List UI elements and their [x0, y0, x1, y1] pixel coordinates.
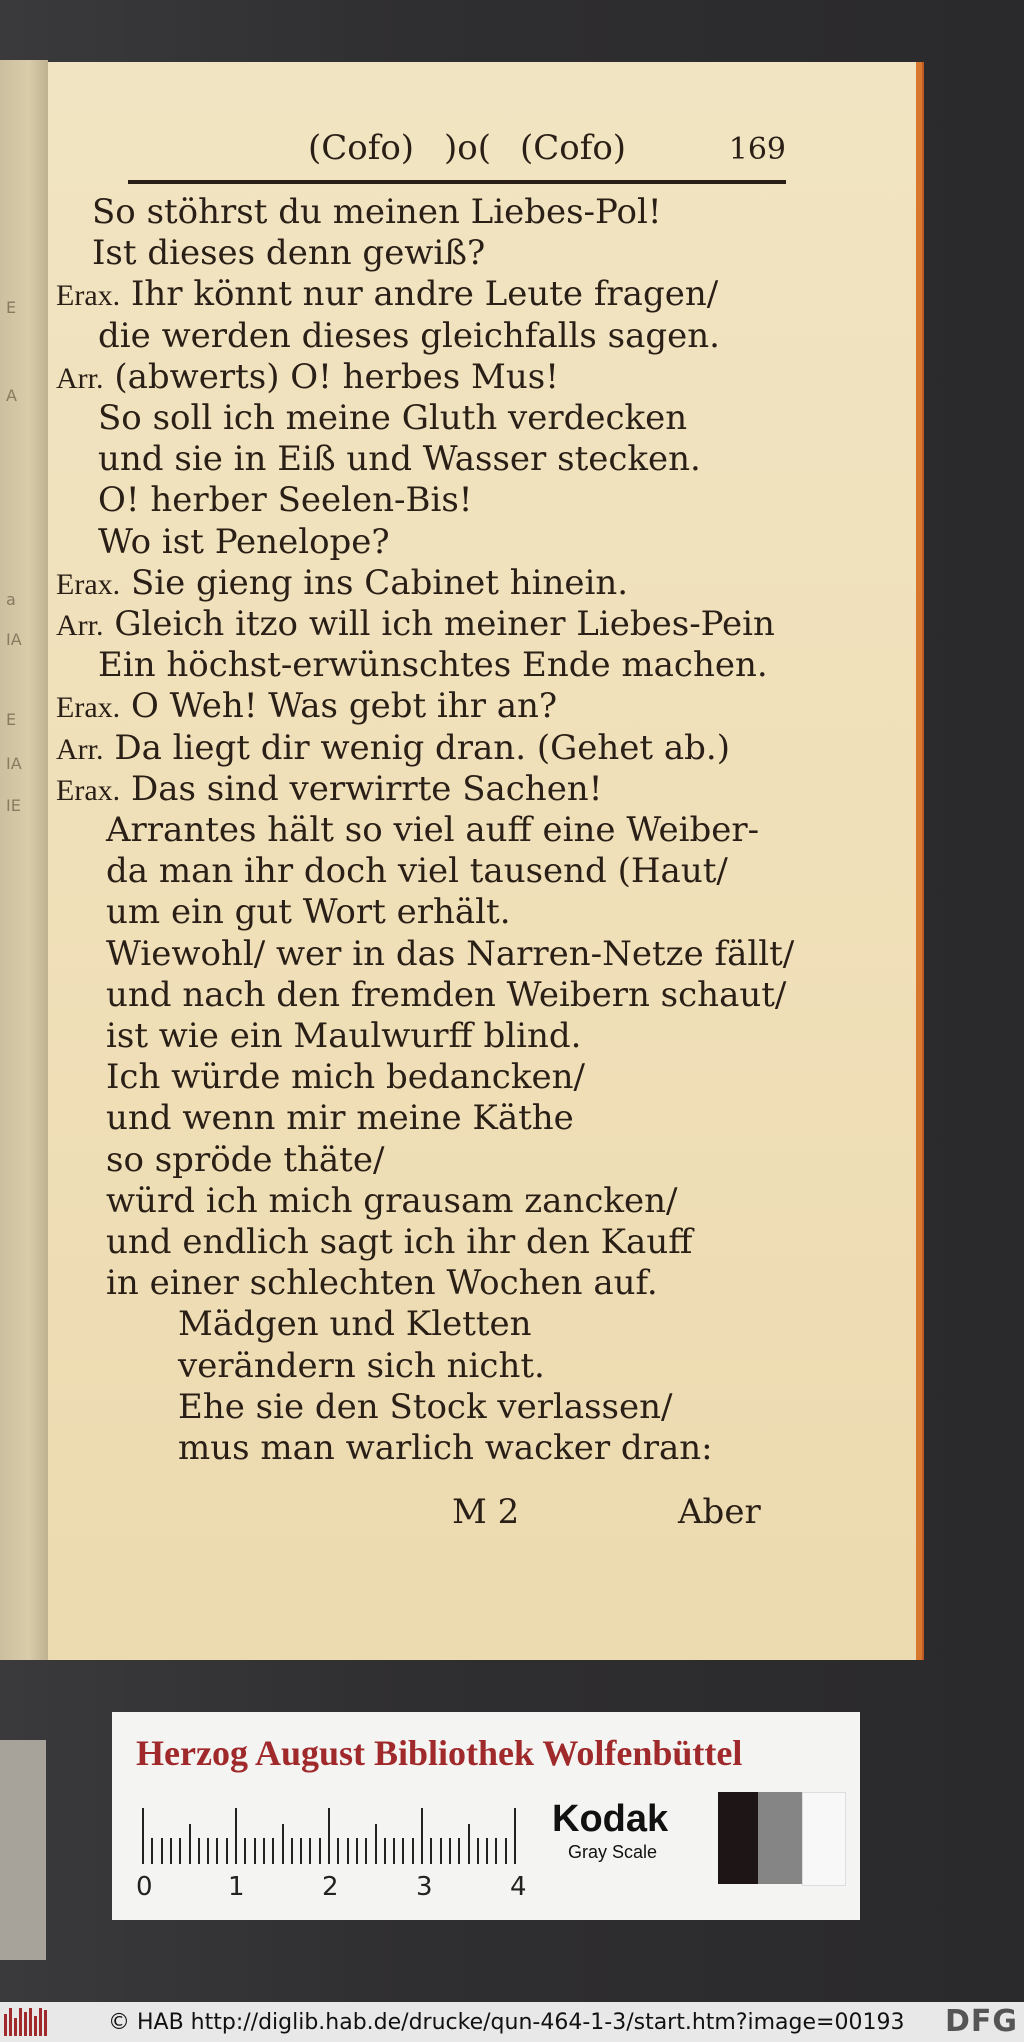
text-line: [106, 1181, 677, 1221]
black-patch: [718, 1792, 758, 1884]
speaker-label: Erax.: [56, 279, 121, 312]
text-line: [178, 1304, 532, 1344]
text-line: [98, 439, 701, 479]
speaker-label: Erax.: [56, 691, 121, 724]
text-line: [92, 233, 485, 273]
text-line: [106, 1057, 585, 1097]
ruler-tick: [449, 1838, 451, 1864]
ruler-tick: [328, 1808, 330, 1864]
ruler-tick: [477, 1838, 479, 1864]
ruler-tick: [198, 1838, 200, 1864]
line-text: da man ihr doch viel tausend (Haut/: [106, 851, 728, 891]
line-text: so spröde thäte/: [106, 1140, 385, 1180]
ruler-tick: [263, 1838, 265, 1864]
ruler-tick: [356, 1838, 358, 1864]
ruler-tick: [142, 1808, 144, 1864]
facing-page-fragment: IA: [6, 630, 22, 649]
line-text: So stöhrst du meinen Liebes-Pol!: [92, 192, 662, 232]
line-text: Da liegt dir wenig dran. (Gehet ab.): [114, 728, 730, 768]
line-text: Arrantes hält so viel auff eine Weiber-: [106, 810, 760, 850]
ruler-tick: [254, 1838, 256, 1864]
ruler-tick: [393, 1838, 395, 1864]
logo-bar: [14, 2018, 17, 2036]
text-line: [92, 192, 662, 232]
line-text: Ihr könnt nur andre Leute fragen/: [130, 274, 719, 314]
line-text: die werden dieses gleichfalls sagen.: [98, 316, 720, 356]
text-line: [106, 934, 794, 974]
ruler-tick: [421, 1808, 423, 1864]
line-text: Wo ist Penelope?: [98, 522, 390, 562]
page-number: 169: [728, 132, 786, 167]
color-calibration-card: [112, 1712, 860, 1920]
speaker-label: Arr.: [56, 733, 104, 766]
ruler-tick: [207, 1838, 209, 1864]
running-head: [128, 128, 786, 178]
logo-bar: [34, 2016, 37, 2036]
grey-patch: [758, 1792, 802, 1884]
text-line: [106, 810, 759, 850]
ruler-tick: [347, 1838, 349, 1864]
signature-mark: M 2: [452, 1492, 520, 1532]
ruler-tick: [458, 1838, 460, 1864]
ruler-tick: [170, 1838, 172, 1864]
line-text: O! herber Seelen-Bis!: [98, 480, 473, 520]
text-line: [178, 1346, 545, 1386]
text-line: [106, 851, 728, 891]
line-text: in einer schlechten Wochen auf.: [106, 1263, 658, 1303]
logo-bar: [4, 2014, 7, 2036]
ruler-tick: [440, 1838, 442, 1864]
head-ornament-left: (Cofo): [308, 128, 415, 168]
line-text: (abwerts) O! herbes Mus!: [114, 357, 559, 397]
ruler-tick: [161, 1838, 163, 1864]
catchword: Aber: [678, 1492, 761, 1532]
ruler-numbers: [136, 1872, 536, 1902]
kodak-logo: Kodak: [552, 1798, 669, 1840]
text-line: [106, 1098, 574, 1138]
ruler-tick: [309, 1838, 311, 1864]
text-line: [56, 563, 628, 603]
speaker-label: Erax.: [56, 774, 121, 807]
ruler-tick: [514, 1808, 516, 1864]
facing-page-fragment: a: [6, 590, 16, 609]
text-line: [56, 728, 730, 768]
head-ornament-center: )o(: [444, 128, 491, 168]
ruler-tick: [151, 1838, 153, 1864]
line-text: Mädgen und Kletten: [178, 1304, 532, 1344]
head-rule: [128, 180, 786, 184]
logo-bar: [39, 2008, 42, 2036]
ruler-tick: [226, 1838, 228, 1864]
text-line: [106, 1140, 384, 1180]
ruler-number: 4: [510, 1872, 527, 1902]
text-line: [178, 1428, 713, 1468]
text-line: [106, 1222, 692, 1262]
line-text: Wiewohl/ wer in das Narren-Netze fällt/: [106, 934, 795, 974]
hab-logo-icon: [4, 2008, 50, 2036]
text-line: [56, 769, 602, 809]
text-line: [106, 1016, 581, 1056]
line-text: Sie gieng ins Cabinet hinein.: [130, 563, 629, 603]
line-text: Gleich itzo will ich meiner Liebes-Pein: [114, 604, 775, 644]
ruler-tick: [189, 1824, 191, 1864]
facing-page-fragment: E: [6, 710, 17, 729]
book-page: [48, 62, 916, 1660]
text-line: [106, 975, 786, 1015]
gray-scale-label: Gray Scale: [568, 1842, 658, 1862]
line-text: Ehe sie den Stock verlassen/: [178, 1387, 673, 1427]
ruler-tick: [468, 1824, 470, 1864]
ruler-tick: [495, 1838, 497, 1864]
facing-page-edge: [0, 60, 48, 1660]
line-text: Ein höchst-erwünschtes Ende machen.: [98, 645, 768, 685]
text-line: [56, 604, 775, 644]
ruler-tick: [179, 1838, 181, 1864]
line-text: und wenn mir meine Käthe: [106, 1098, 574, 1138]
ruler-tick: [412, 1838, 414, 1864]
text-line: [98, 522, 390, 562]
ruler-number: 0: [136, 1872, 153, 1902]
footer-bar: [0, 2002, 1024, 2042]
text-line: [106, 892, 511, 932]
line-text: So soll ich meine Gluth verdecken: [98, 398, 688, 438]
ruler-number: 2: [322, 1872, 339, 1902]
ruler-tick: [505, 1838, 507, 1864]
line-text: Ich würde mich bedancken/: [106, 1057, 585, 1097]
line-text: und nach den fremden Weibern schaut/: [106, 975, 787, 1015]
ruler-number: 3: [416, 1872, 433, 1902]
copyright-url[interactable]: © HAB http://diglib.hab.de/drucke/qun-464-1-3/start.htm?image=00193: [108, 2010, 905, 2035]
ruler-tick: [216, 1838, 218, 1864]
line-text: und endlich sagt ich ihr den Kauff: [106, 1222, 693, 1262]
ruler-tick: [319, 1838, 321, 1864]
text-line: [178, 1387, 672, 1427]
ruler-tick: [235, 1808, 237, 1864]
ruler-number: 1: [228, 1872, 245, 1902]
speaker-label: Erax.: [56, 568, 121, 601]
ruler-tick: [375, 1824, 377, 1864]
text-line: [106, 1263, 658, 1303]
speaker-label: Arr.: [56, 609, 104, 642]
ruler-tick: [486, 1838, 488, 1864]
facing-page-fragment: IA: [6, 754, 22, 773]
ruler-tick: [430, 1838, 432, 1864]
facing-page-fragment: A: [6, 386, 17, 405]
line-text: Das sind verwirrte Sachen!: [130, 769, 603, 809]
text-line: [98, 398, 687, 438]
line-text: O Weh! Was gebt ihr an?: [130, 686, 558, 726]
ruler-tick: [244, 1838, 246, 1864]
dfg-logo: DFG: [944, 2004, 1018, 2039]
text-line: [56, 274, 718, 314]
text-line: [98, 645, 768, 685]
line-text: ist wie ein Maulwurff blind.: [106, 1016, 582, 1056]
logo-bar: [44, 2010, 47, 2036]
text-line: [98, 316, 720, 356]
ruler-tick: [337, 1838, 339, 1864]
logo-bar: [29, 2008, 32, 2036]
text-line: [98, 480, 472, 520]
logo-bar: [19, 2008, 22, 2036]
ruler-tick: [384, 1838, 386, 1864]
adjacent-volume-edge: [0, 1740, 46, 1960]
ruler-tick: [365, 1838, 367, 1864]
line-text: Ist dieses denn gewiß?: [92, 233, 486, 273]
text-line: [56, 686, 557, 726]
line-text: um ein gut Wort erhält.: [106, 892, 511, 932]
ruler-tick: [282, 1824, 284, 1864]
ruler-tick: [402, 1838, 404, 1864]
ruler-tick: [291, 1838, 293, 1864]
line-text: mus man warlich wacker dran:: [178, 1428, 713, 1468]
ruler-tick: [300, 1838, 302, 1864]
text-line: [56, 357, 559, 397]
logo-bar: [24, 2012, 27, 2036]
logo-bar: [9, 2008, 12, 2036]
institution-name: Herzog August Bibliothek Wolfenbüttel: [136, 1733, 743, 1773]
line-text: und sie in Eiß und Wasser stecken.: [98, 439, 701, 479]
ruler-tick: [272, 1838, 274, 1864]
white-patch: [802, 1792, 846, 1886]
scale-ruler: [142, 1804, 522, 1864]
line-text: würd ich mich grausam zancken/: [106, 1181, 678, 1221]
facing-page-fragment: IE: [6, 796, 21, 815]
facing-page-fragment: E: [6, 298, 17, 317]
line-text: verändern sich nicht.: [178, 1346, 545, 1386]
head-ornament-right: (Cofo): [520, 128, 627, 168]
speaker-label: Arr.: [56, 362, 104, 395]
